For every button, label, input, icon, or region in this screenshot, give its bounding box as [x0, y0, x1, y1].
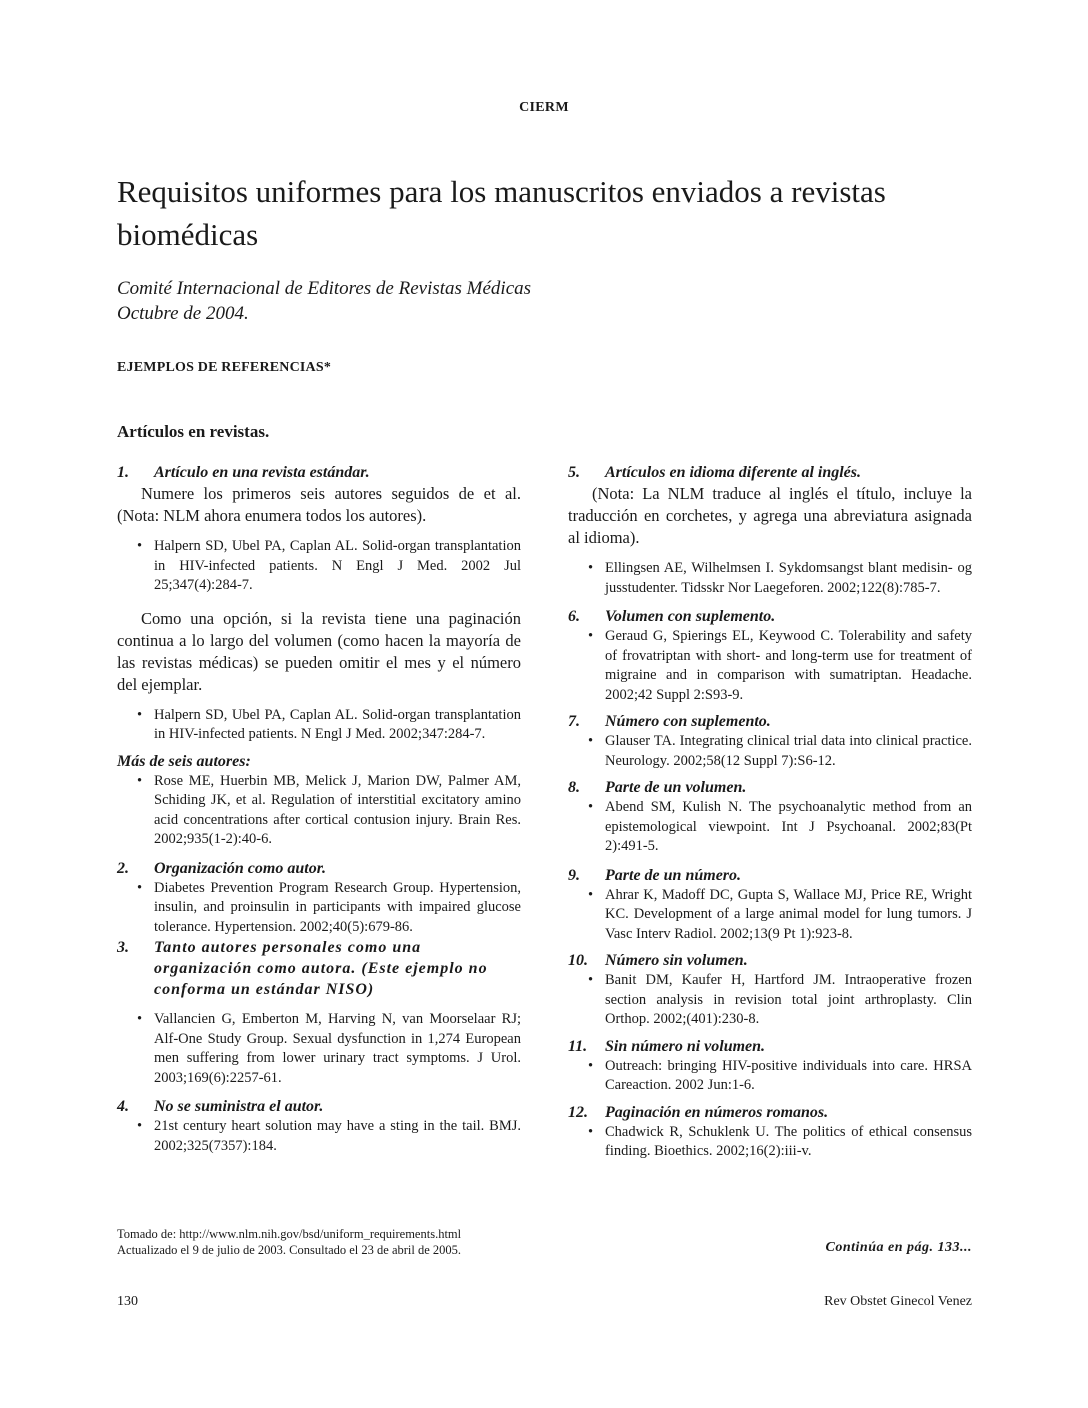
item-number: 11. [568, 1037, 588, 1055]
reference-list [568, 971, 972, 1030]
reference-list [117, 772, 521, 850]
reference-list [568, 732, 972, 771]
item-heading [117, 858, 521, 879]
item-heading [568, 777, 972, 798]
item-heading [568, 711, 972, 732]
reference-list [117, 1117, 521, 1156]
item-number: 10. [568, 952, 588, 969]
reference-list [568, 1057, 972, 1096]
item-heading [568, 865, 972, 886]
reference-list [117, 537, 521, 596]
reference-item: • Diabetes Prevention Program Research Group. Hypertension, insulin, and proinsulin in participants with impaired glucose tolerance. Hypertension. 2002;40(5):679-86. [117, 879, 521, 938]
section-heading: EJEMPLOS DE REFERENCIAS* [117, 360, 332, 375]
reference-item: • Halpern SD, Ubel PA, Caplan AL. Solid-organ transplantation in HIV-infected patients. N Engl J Med. 2002;347:284-7. [117, 706, 521, 745]
source-note [117, 1226, 547, 1258]
item-number: 4. [117, 1098, 129, 1115]
paragraph: Como una opción, si la revista tiene una paginación continua a lo largo del volumen (como hacen la mayoría de las revistas médicas) se pueden omitir el mes y el número del ejemplar. [117, 608, 521, 694]
item-number: 3. [117, 939, 129, 956]
item-title: Sin número ni volumen. [605, 1037, 766, 1055]
byline [117, 276, 817, 326]
item-title: Artículos en idioma diferente al inglés. [605, 464, 862, 481]
reference-item: • Glauser TA. Integrating clinical trial data into clinical practice. Neurology. 2002;58(12 Suppl 7):S6-12. [568, 732, 972, 771]
paragraph: Numere los primeros seis autores seguidos de et al. (Nota: NLM ahora enumera todos los autores). [117, 484, 521, 525]
left-column [117, 462, 521, 1156]
reference-list [568, 559, 972, 598]
item-heading [117, 462, 521, 483]
item-heading [117, 751, 521, 772]
reference-item: • Banit DM, Kaufer H, Hartford JM. Intraoperative frozen section analysis in revision total joint arthroplasty. Clin Orthop. 2002;(401):230-8. [568, 971, 972, 1030]
source-url-line: Tomado de: http://www.nlm.nih.gov/bsd/uniform_requirements.html [117, 1227, 462, 1241]
item-number: 6. [568, 608, 580, 625]
reference-list [568, 627, 972, 705]
reference-item: • Chadwick R, Schuklenk U. The politics of ethical consensus finding. Bioethics. 2002;16(2):iii-v. [568, 1123, 972, 1162]
paragraph: (Nota: La NLM traduce al inglés el título, incluye la traducción en corchetes, y agrega una abreviatura asignada al idioma). [568, 484, 972, 547]
item-heading [568, 462, 972, 483]
reference-item: • Vallancien G, Emberton M, Harving N, van Moorselaar RJ; Alf-One Study Group. Sexual dysfunction in 1,274 European men suffering from lower urinary tract symptoms. J Urol. 2003;169(6):2257-61. [117, 1010, 521, 1088]
reference-item: • Geraud G, Spierings EL, Keywood C. Tolerability and safety of frovatriptan with short- and long-term use for treatment of migraine and in comparison with sumatriptan. Headache. 2002;42 Suppl 2:S93-9. [568, 627, 972, 705]
reference-list [117, 706, 521, 745]
reference-list [117, 879, 521, 938]
page-number: 130 [117, 1294, 138, 1309]
item-title: Más de seis autores: [117, 752, 251, 770]
reference-item: • Rose ME, Huerbin MB, Melick J, Marion DW, Palmer AM, Schiding JK, et al. Regulation of interstitial excitatory amino acid concentrations after cortical contusion injury. Brain Res. 2002;935(1-2):40-6. [117, 772, 521, 850]
item-heading [568, 950, 972, 971]
item-heading [568, 606, 972, 627]
item-number: 9. [568, 866, 580, 884]
item-title: Número con suplemento. [605, 713, 771, 730]
item-title: Tanto autores personales como una organización como autora. (Este ejemplo no conforma un estándar NISO) [154, 939, 488, 998]
source-date-line: Actualizado el 9 de julio de 2003. Consultado el 23 de abril de 2005. [117, 1243, 462, 1257]
continued-notice: Continúa en pág. 133... [825, 1240, 972, 1255]
subsection-heading: Artículos en revistas. [117, 422, 270, 441]
item-heading [117, 937, 521, 1000]
item-title: Parte de un volumen. [605, 779, 747, 796]
item-heading [117, 1096, 521, 1117]
item-title: Parte de un número. [605, 866, 742, 884]
reference-item: • Halpern SD, Ubel PA, Caplan AL. Solid-organ transplantation in HIV-infected patients. N Engl J Med. 2002 Jul 25;347(4):284-7. [117, 537, 521, 596]
reference-item: • Abend SM, Kulish N. The psychoanalytic method from an epistemological viewpoint. Int J Psychoanal. 2002;83(Pt 2):491-5. [568, 798, 972, 857]
reference-item: • 21st century heart solution may have a sting in the tail. BMJ. 2002;325(7357):184. [117, 1117, 521, 1156]
item-number: 1. [117, 464, 129, 481]
item-title: Artículo en una revista estándar. [154, 464, 370, 481]
running-header: CIERM [519, 100, 569, 115]
item-number: 12. [568, 1103, 588, 1121]
reference-list [568, 886, 972, 945]
reference-list [568, 798, 972, 857]
item-title: Volumen con suplemento. [605, 608, 776, 625]
item-title: Organización como autor. [154, 859, 327, 877]
right-column [568, 462, 972, 1162]
reference-list [117, 1010, 521, 1088]
byline-date: Octubre de 2004. [117, 303, 249, 324]
reference-item: • Outreach: bringing HIV-positive individuals into care. HRSA Careaction. 2002 Jun:1-6. [568, 1057, 972, 1096]
item-title: No se suministra el autor. [154, 1098, 324, 1115]
item-title: Número sin volumen. [605, 952, 748, 969]
item-number: 2. [117, 859, 129, 877]
article-title: Requisitos uniformes para los manuscritos enviados a revistas biomédicas [117, 174, 886, 252]
item-heading [568, 1102, 972, 1123]
reference-item: • Ellingsen AE, Wilhelmsen I. Sykdomsangst blant medisin- og jusstudenter. Tidsskr Nor Laegeforen. 2002;122(8):785-7. [568, 559, 972, 598]
journal-name: Rev Obstet Ginecol Venez [824, 1294, 972, 1309]
item-number: 5. [568, 464, 580, 481]
item-title: Paginación en números romanos. [605, 1103, 829, 1121]
item-heading [568, 1036, 972, 1057]
reference-list [568, 1123, 972, 1162]
item-number: 7. [568, 713, 580, 730]
reference-item: • Ahrar K, Madoff DC, Gupta S, Wallace MJ, Price RE, Wright KC. Development of a large animal model for lung tumors. J Vasc Interv Radiol. 2002;13(9 Pt 1):923-8. [568, 886, 972, 945]
item-number: 8. [568, 779, 580, 796]
byline-organization: Comité Internacional de Editores de Revistas Médicas [117, 278, 532, 299]
